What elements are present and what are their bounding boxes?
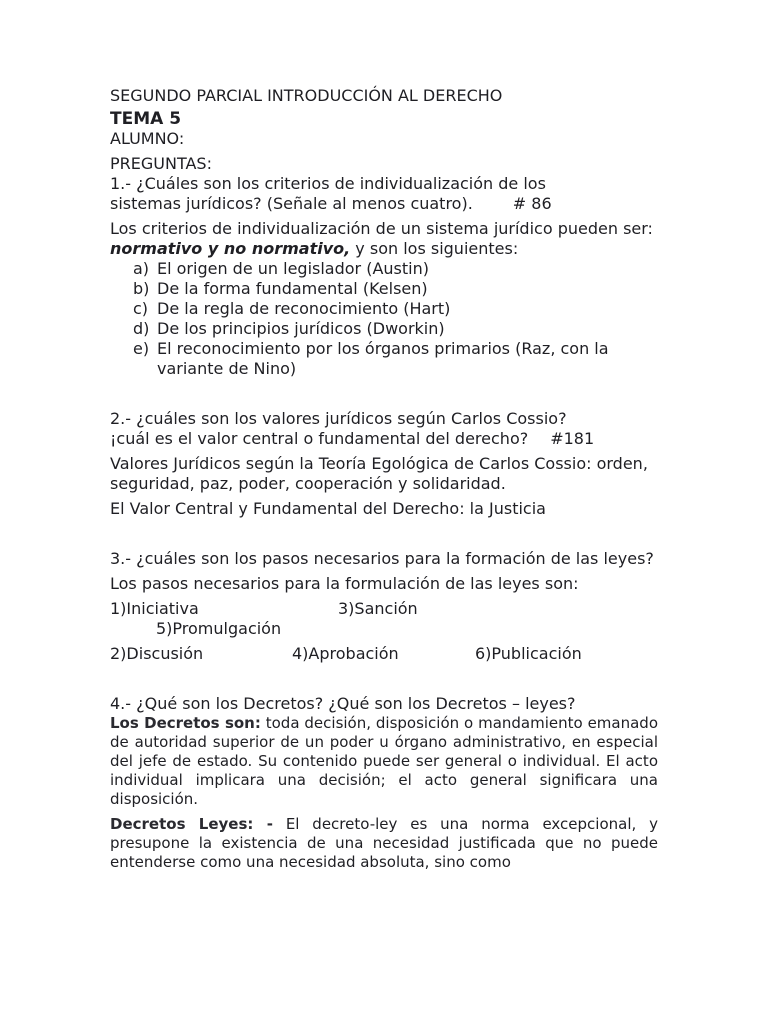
q1-question-line1: 1.- ¿Cuáles son los criterios de individualización de los	[110, 174, 546, 193]
list-item	[133, 299, 658, 319]
document-page	[110, 86, 658, 872]
q1-question-text: sistemas jurídicos? (Señale al menos cuatro).	[110, 194, 473, 213]
step-initiativa: 1)Iniciativa	[110, 599, 199, 618]
step-discusion: 2)Discusión	[110, 644, 204, 663]
list-item-text: De los principios jurídicos (Dworkin)	[157, 319, 445, 338]
list-item	[133, 319, 658, 339]
q2-answer-values: Valores Jurídicos según la Teoría Egológica de Carlos Cossio: orden, seguridad, paz, poder, cooperación y solidaridad.	[110, 454, 648, 493]
list-marker: c)	[133, 299, 149, 318]
preguntas-label: PREGUNTAS:	[110, 154, 212, 173]
q4-decretos-paragraph	[110, 714, 658, 809]
q2-question-line1: 2.- ¿cuáles son los valores jurídicos según Carlos Cossio?	[110, 409, 567, 428]
q4-decretos-label: Los Decretos son:	[110, 714, 261, 732]
list-item	[133, 259, 658, 279]
list-marker: d)	[133, 319, 150, 338]
alumno-label: ALUMNO:	[110, 129, 185, 148]
q1-answer-intro-b: y son los siguientes:	[355, 239, 519, 258]
q3-question: 3.- ¿cuáles son los pasos necesarios para la formación de las leyes?	[110, 549, 654, 568]
step-publicacion: 6)Publicación	[475, 644, 582, 663]
q2-reference: #181	[550, 429, 595, 448]
q3-steps-row-1b	[110, 619, 658, 639]
list-marker: a)	[133, 259, 150, 278]
q4-question: 4.- ¿Qué son los Decretos? ¿Qué son los Decretos – leyes?	[110, 694, 576, 713]
q3-steps-row-1	[110, 599, 658, 619]
q2-answer-central-value: El Valor Central y Fundamental del Derecho: la Justicia	[110, 499, 546, 518]
q3-answer-intro: Los pasos necesarios para la formulación de las leyes son:	[110, 574, 579, 593]
q3-steps-row-2	[110, 644, 658, 664]
list-item-text: De la regla de reconocimiento (Hart)	[157, 299, 451, 318]
q4-decretos-leyes-text: El decreto-ley es una norma excepcional, y presupone la existencia de una necesidad justificada que no puede entenderse como una necesidad absoluta, sino como	[110, 815, 658, 871]
q4-decretos-leyes-paragraph	[110, 815, 658, 872]
list-item-text: De la forma fundamental (Kelsen)	[157, 279, 428, 298]
q1-criteria-list	[110, 259, 658, 379]
q2-question-text: ¡cuál es el valor central o fundamental del derecho?	[110, 429, 529, 448]
q1-question-line2	[110, 194, 658, 214]
step-sancion: 3)Sanción	[338, 599, 418, 618]
list-item-text: El origen de un legislador (Austin)	[157, 259, 429, 278]
q1-answer-intro	[110, 219, 658, 259]
q1-answer-intro-a: Los criterios de individualización de un sistema jurídico pueden ser:	[110, 219, 653, 238]
q1-reference: # 86	[512, 194, 552, 213]
list-item-text: El reconocimiento por los órganos primarios (Raz, con la variante de Nino)	[157, 339, 609, 378]
list-item	[133, 339, 658, 379]
q2-question-line2	[110, 429, 658, 449]
q4-decretos-leyes-label: Decretos Leyes: -	[110, 815, 273, 833]
q4-decretos-text: toda decisión, disposición o mandamiento emanado de autoridad superior de un poder u órgano administrativo, en especial del jefe de estado. Su contenido puede ser general o individual. El acto individual implicara una decisión; el acto general significara una disposición.	[110, 714, 658, 808]
list-item	[133, 279, 658, 299]
list-marker: b)	[133, 279, 150, 298]
tema-heading: TEMA 5	[110, 109, 182, 129]
step-promulgacion: 5)Promulgación	[156, 619, 282, 638]
list-marker: e)	[133, 339, 150, 358]
document-title: SEGUNDO PARCIAL INTRODUCCIÓN AL DERECHO	[110, 86, 503, 105]
step-aprobacion: 4)Aprobación	[292, 644, 399, 663]
q1-answer-emphasis: normativo y no normativo,	[110, 239, 351, 258]
